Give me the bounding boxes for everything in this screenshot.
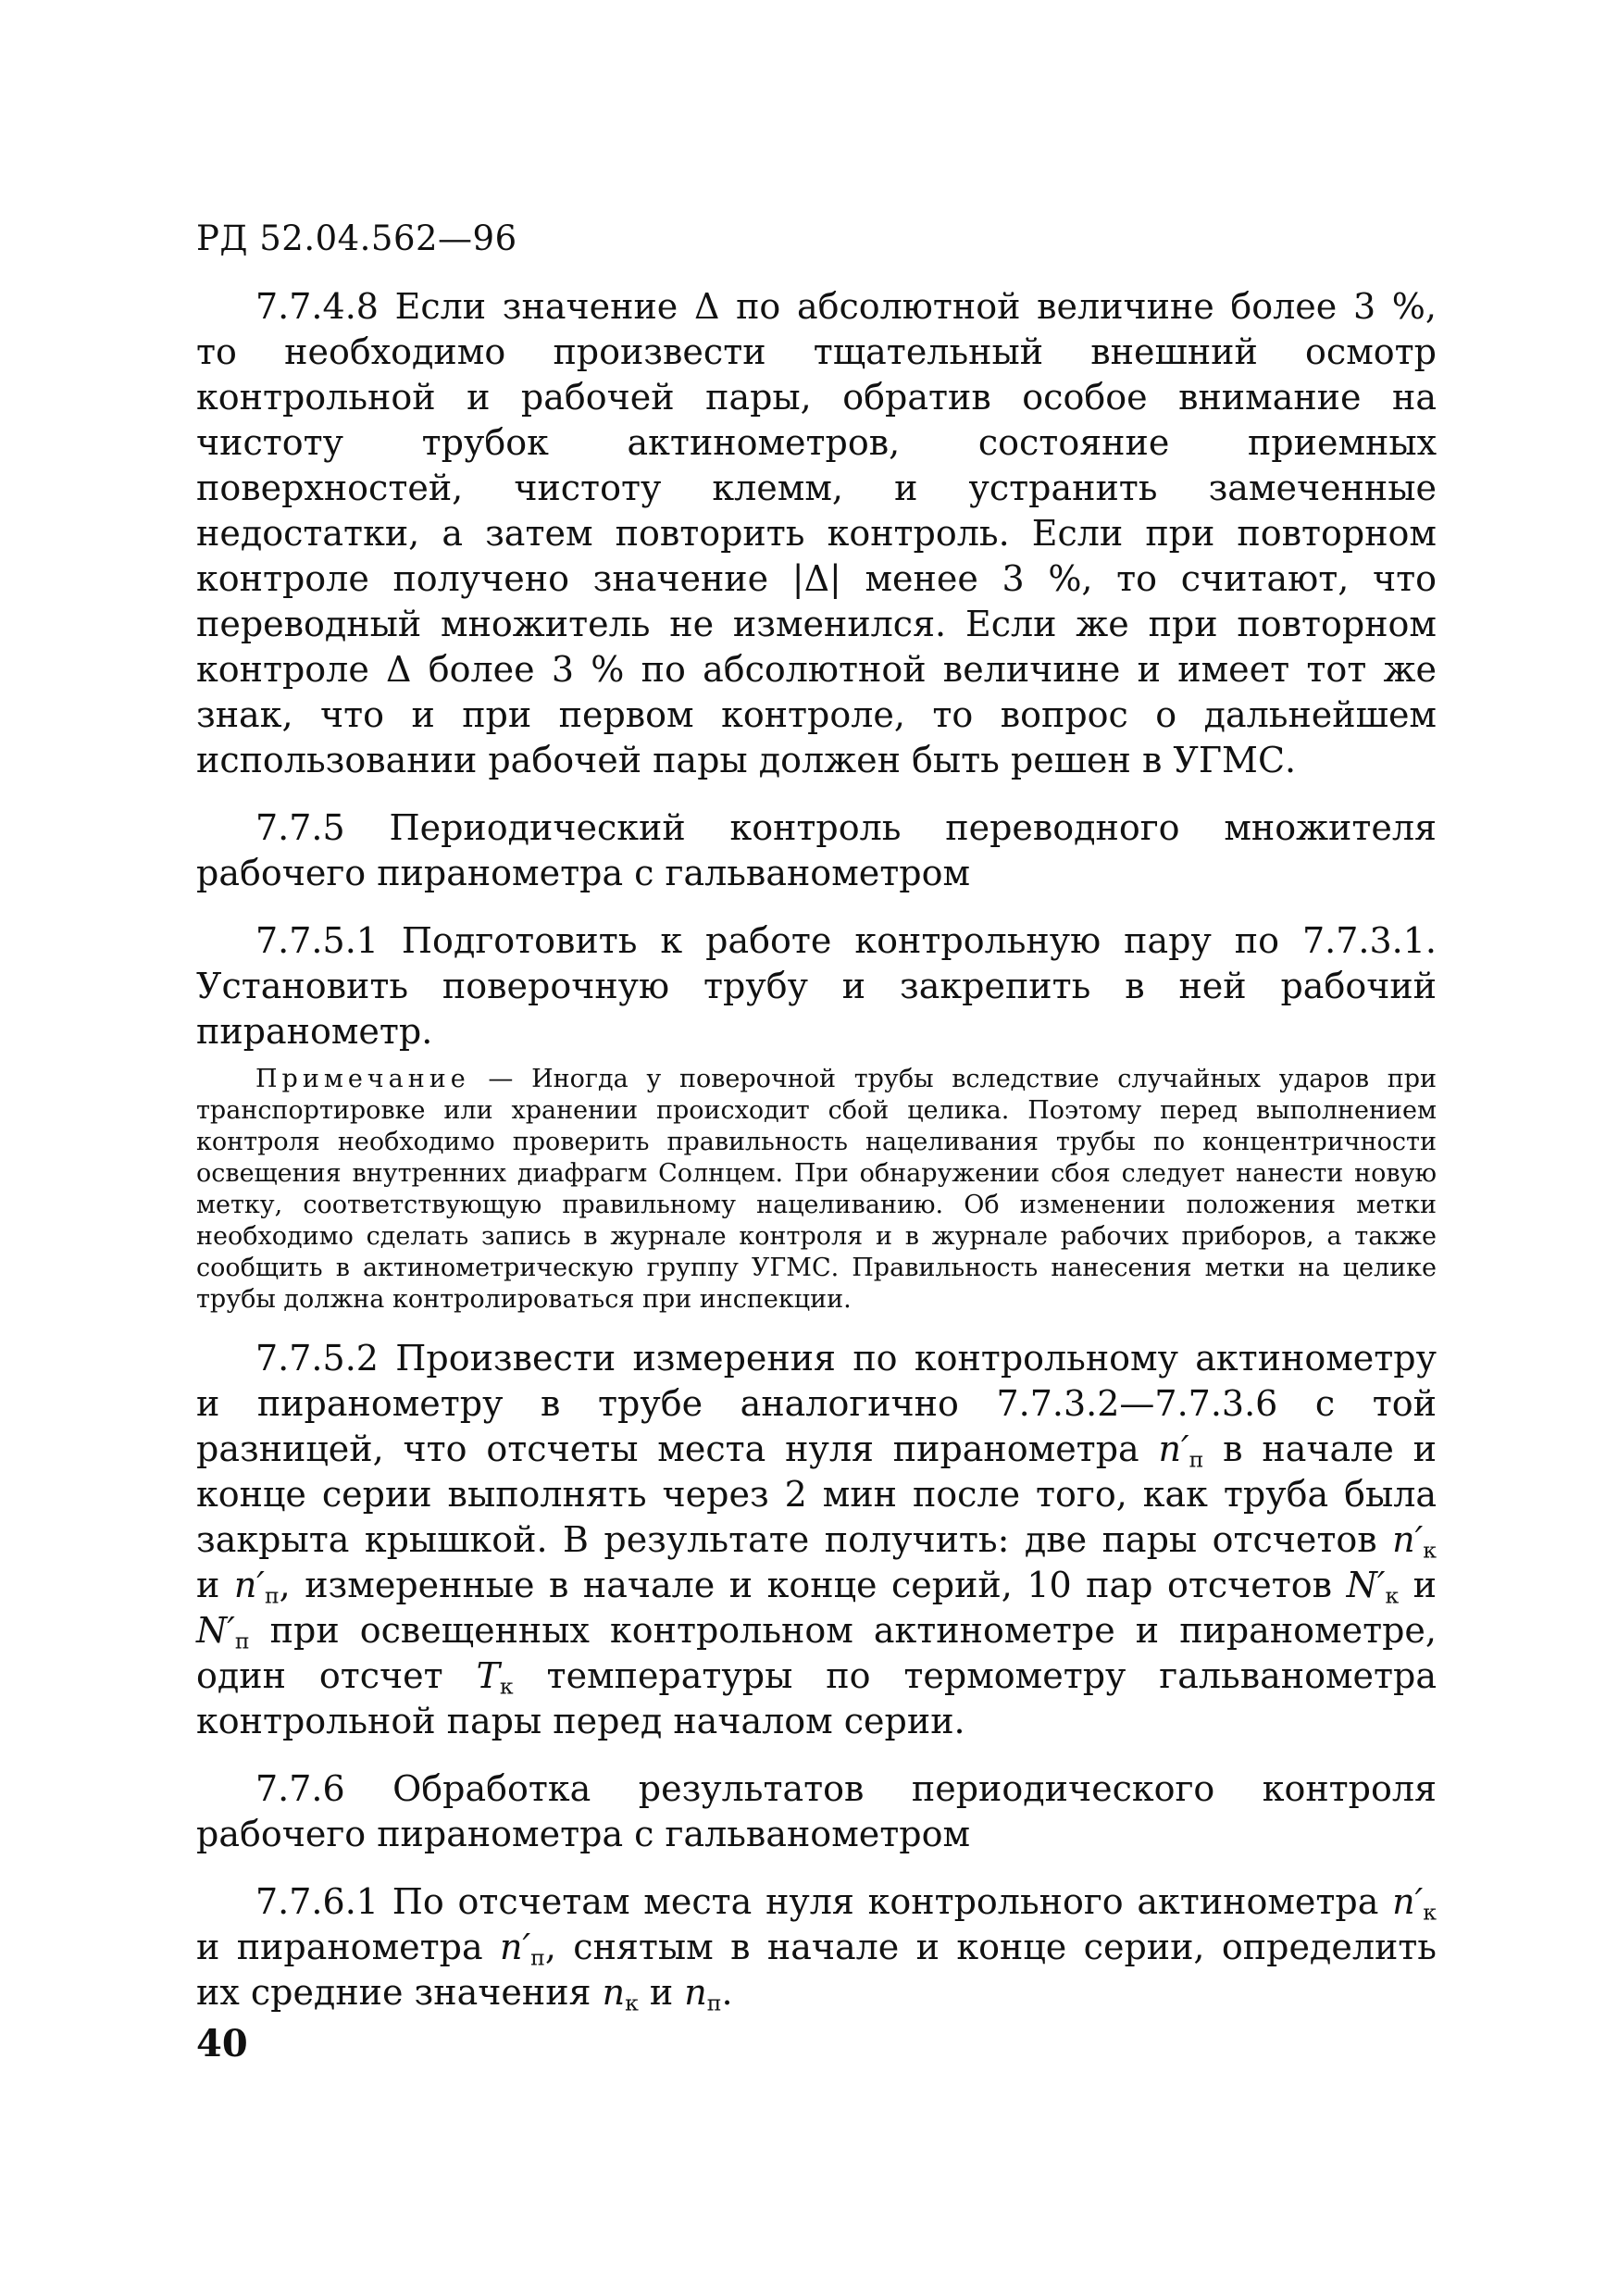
text-segment: 7.7.6.1 По отсчетам места нуля контрольного актинометра [255, 1881, 1393, 1922]
page-number: 40 [196, 2022, 248, 2065]
section-heading-7-7-5: 7.7.5 Периодический контроль переводного множителя рабочего пиранометра с гальванометром [196, 807, 1437, 893]
variable: n′ [1158, 1429, 1189, 1469]
subscript: п [1189, 1446, 1204, 1473]
text-segment: в начале и конце серии выполнять через 2 мин после того, как труба была закрыта крышкой. В результате получить: две пары отсчетов [196, 1429, 1437, 1560]
text-segment: при освещенных контрольном актинометре и пиранометре, один отсчет [196, 1610, 1437, 1696]
paragraph-7-7-6-1 [196, 1879, 1437, 2015]
subscript: к [625, 1990, 639, 2016]
text-segment: и [638, 1972, 685, 2013]
document-page [196, 218, 1437, 2015]
variable: n [684, 1972, 707, 2013]
subscript: п [234, 1628, 250, 1654]
text-segment: температуры по термометру гальванометра контрольной пары перед началом серии. [196, 1655, 1437, 1741]
note [196, 1064, 1437, 1316]
text-segment: 7.7.5.2 Произвести измерения по контрольному актинометру и пиранометру в трубе аналогично 7.7.3.2—7.7.3.6 с той разницей, что отсчеты места нуля пиранометра [196, 1338, 1437, 1469]
text-segment: и пиранометра [196, 1927, 501, 1967]
subscript: к [1385, 1582, 1400, 1609]
variable: n′ [500, 1927, 531, 1967]
subscript: к [1423, 1537, 1437, 1564]
text-segment: и [1399, 1565, 1437, 1605]
section-heading-7-7-6: 7.7.6 Обработка результатов периодического контроля рабочего пиранометра с гальванометром [196, 1768, 1437, 1854]
paragraph-7-7-5-1: 7.7.5.1 Подготовить к работе контрольную пару по 7.7.3.1. Установить поверочную трубу и закрепить в ней рабочий пиранометр. [196, 920, 1437, 1052]
variable: N′ [1346, 1565, 1386, 1605]
subscript: к [499, 1673, 514, 1700]
variable: n′ [1392, 1881, 1424, 1922]
note-text: — Иногда у поверочной трубы вследствие случайных ударов при транспортировке или хранении происходит сбой целика. Поэтому перед выполнением контроля необходимо проверить правильность нацеливания трубы по концентричности освещения внутренних диафрагм Солнцем. При обнаружении сбоя следует нанести новую метку, соответствующую правильному нацеливанию. Об изменении положения метки необходимо сделать запись в журнале контроля и в журнале рабочих приборов, а также сообщить в актинометрическую группу УГМС. Правильность нанесения метки на целике трубы должна контролироваться при инспекции. [196, 1065, 1437, 1314]
document-header: РД 52.04.562—96 [196, 218, 517, 258]
text-segment: , снятым в начале и конце серии, определить их средние значения [196, 1927, 1437, 2013]
text-segment: . [721, 1972, 733, 2013]
subscript: п [530, 1944, 545, 1971]
variable: T [476, 1655, 500, 1696]
variable: n′ [1392, 1519, 1424, 1560]
variable: n′ [233, 1565, 265, 1605]
text-segment: , измеренные в начале и конце серий, 10 пар отсчетов [279, 1565, 1347, 1605]
paragraph-7-7-5-2 [196, 1336, 1437, 1744]
subscript: п [706, 1990, 722, 2016]
subscript: к [1423, 1899, 1437, 1926]
subscript: п [264, 1582, 280, 1609]
paragraph-7-7-4-8: 7.7.4.8 Если значение Δ по абсолютной величине более 3 %, то необходимо произвести тщательный внешний осмотр контрольной и рабочей пары, обратив особое внимание на чистоту трубок актинометров, состояние приемных поверхностей, чистоту клемм, и устранить замеченные недостатки, а затем повторить контроль. Если при повторном контроле получено значение |Δ| менее 3 %, то считают, что переводный множитель не изменился. Если же при повторном контроле Δ более 3 % по абсолютной величине и имеет тот же знак, что и при первом контроле, то вопрос о дальнейшем использовании рабочей пары должен быть решен в УГМС. [196, 286, 1437, 780]
variable: N′ [196, 1610, 235, 1651]
variable: n [602, 1972, 626, 2013]
text-segment: и [196, 1565, 234, 1605]
note-label: Примечание [255, 1065, 470, 1093]
